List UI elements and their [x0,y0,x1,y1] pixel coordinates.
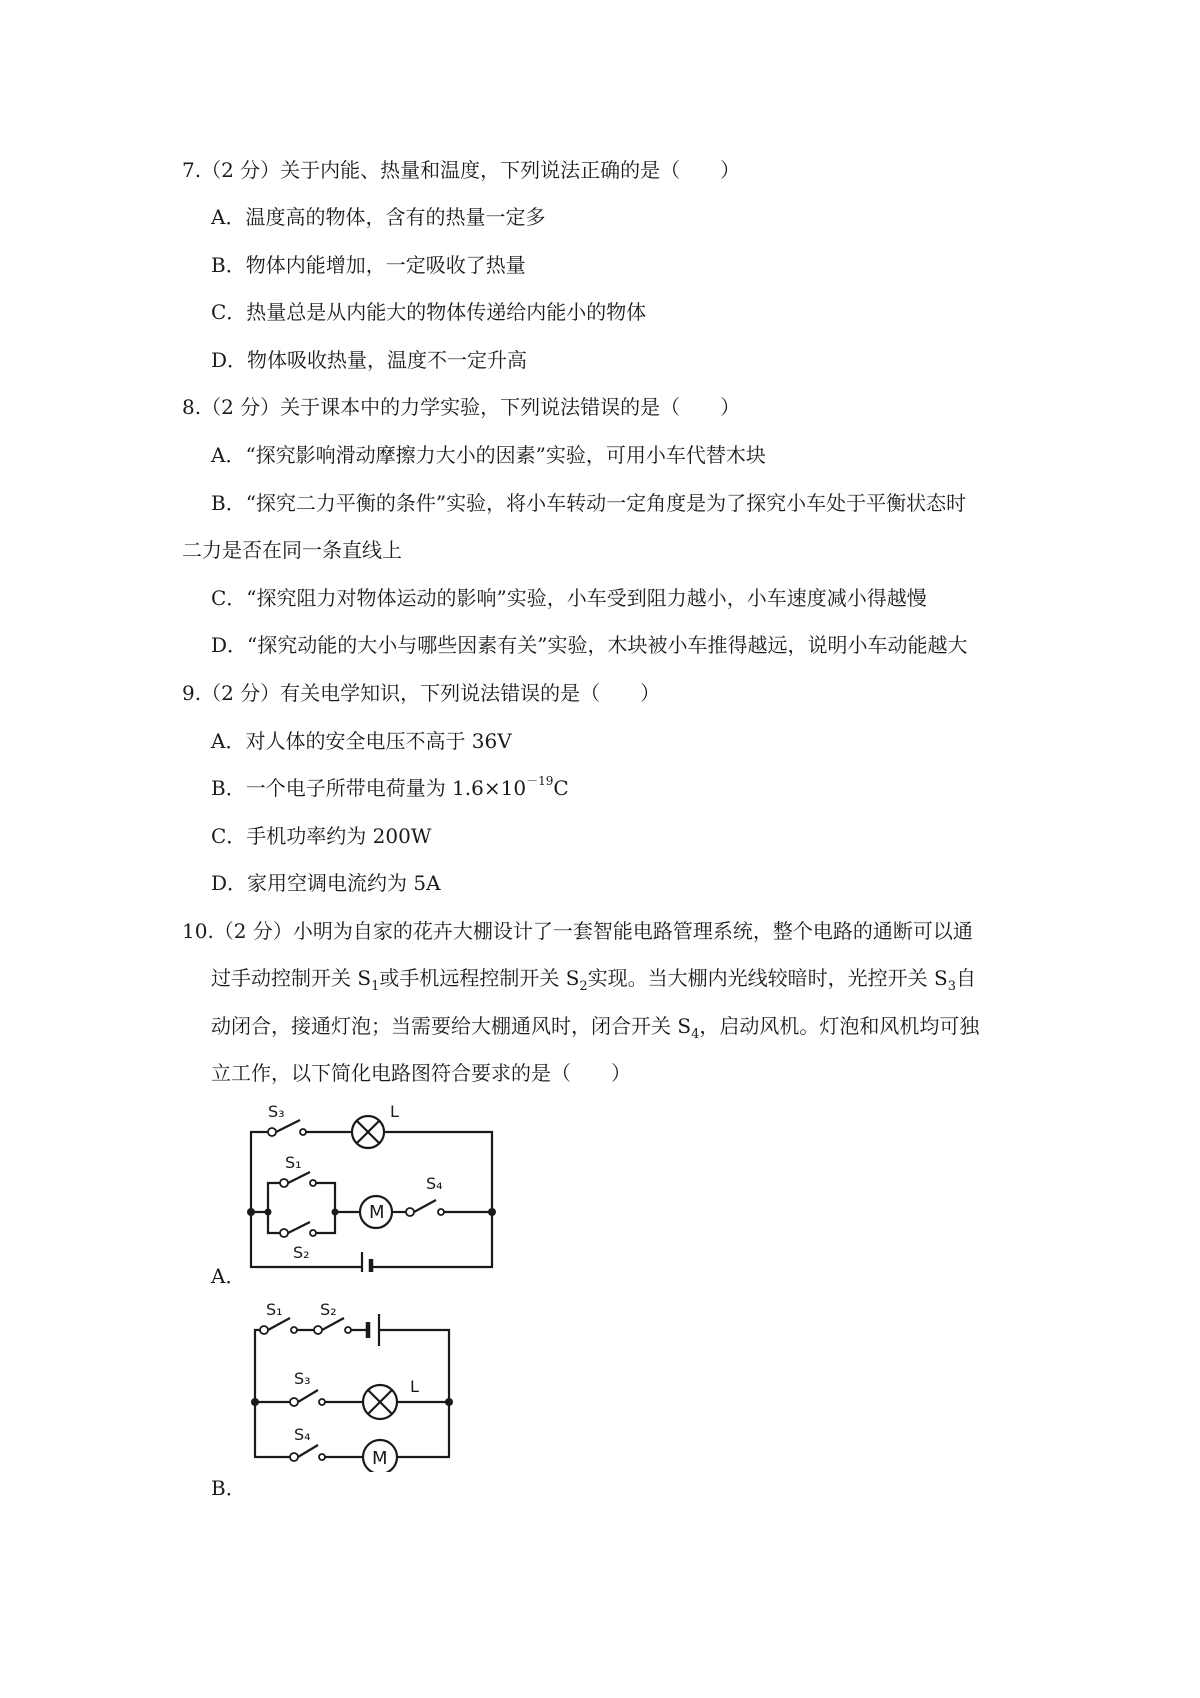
switch-contact [280,1179,288,1187]
switch-s4-blade [414,1200,436,1212]
label-s4: S₄ [294,1425,311,1444]
junction-dot [445,1398,453,1406]
label-s4: S₄ [426,1174,443,1193]
question-9-option-b [211,774,569,802]
question-10-option-a-label: A． [211,1264,246,1288]
question-8-option-b: B．“探究二力平衡的条件”实验，将小车转动一定角度是为了探究小车处于平衡状态时 [211,491,967,515]
switch-contact [310,1230,316,1236]
text-run: 实现。当大棚内光线较暗时，光控开关 S [587,966,948,990]
label-s3: S₃ [294,1369,311,1388]
question-8-stem: 8.（2 分）关于课本中的力学实验，下列说法错误的是（ ） [182,395,741,419]
switch-contact [319,1399,325,1405]
circuit-diagram-a [240,1102,510,1272]
text-run: 自 [956,966,977,990]
question-7-option-c: C．热量总是从内能大的物体传递给内能小的物体 [211,300,647,324]
switch-contact [260,1326,268,1334]
label-lamp: L [390,1102,399,1121]
switch-contact [438,1209,444,1215]
text-run: 过手动控制开关 S [211,966,372,990]
switch-contact [319,1454,325,1460]
junction-dot [488,1208,496,1216]
switch-s3-blade [298,1390,318,1402]
wire [268,1212,282,1233]
question-7-option-a: A．温度高的物体，含有的热量一定多 [211,205,546,229]
question-9-option-d: D．家用空调电流约为 5A [211,871,441,895]
junction-dot [265,1209,272,1216]
label-motor: M [372,1448,388,1469]
question-8-option-b-continued: 二力是否在同一条直线上 [182,538,402,562]
subscript: 3 [947,979,957,994]
switch-contact [290,1398,298,1406]
label-s2: S₂ [320,1300,337,1319]
switch-contact [406,1208,414,1216]
label-lamp: L [410,1377,419,1396]
question-9-option-b-exponent: －19 [526,774,554,789]
switch-contact [314,1326,322,1334]
wire [384,1132,492,1212]
switch-contact [310,1180,316,1186]
label-s1: S₁ [266,1300,283,1319]
label-s2: S₂ [293,1243,310,1262]
text-run: 或手机远程控制开关 S [379,966,580,990]
question-8-option-c: C．“探究阻力对物体运动的影响”实验，小车受到阻力越小，小车速度减小得越慢 [211,586,927,610]
subscript: 4 [691,1027,700,1042]
wire [397,1402,449,1457]
text-run: ，启动风机。灯泡和风机均可独 [699,1014,980,1038]
text-run: 动闭合，接通灯泡；当需要给大棚通风时，闭合开关 S [211,1014,692,1038]
question-9-option-b-unit: C [553,776,569,800]
switch-s4-blade [298,1445,318,1457]
junction-dot [332,1209,339,1216]
switch-contact [290,1453,298,1461]
switch-s2-blade [288,1222,310,1233]
switch-s2-blade [322,1318,344,1330]
question-10-stem-line-3 [211,1012,979,1040]
junction-dot [247,1208,255,1216]
switch-s3-blade [276,1120,300,1132]
question-7-option-b: B．物体内能增加，一定吸收了热量 [211,253,526,277]
wire [255,1402,290,1457]
question-10-stem-line-2 [211,964,976,992]
question-10-option-b-label: B． [211,1476,246,1500]
switch-contact [300,1129,306,1135]
question-8-option-d: D．“探究动能的大小与哪些因素有关”实验，木块被小车推得越远，说明小车动能越大 [211,633,968,657]
question-7-option-d: D．物体吸收热量，温度不一定升高 [211,348,528,372]
wire [316,1183,335,1212]
wire [268,1183,282,1212]
switch-contact [345,1327,351,1333]
switch-contact [268,1128,276,1136]
circuit-diagram-b [246,1300,466,1472]
label-s3: S₃ [268,1102,285,1121]
subscript: 2 [579,979,588,994]
question-7-stem: 7.（2 分）关于内能、热量和温度，下列说法正确的是（ ） [182,158,741,182]
label-motor: M [369,1202,385,1223]
subscript: 1 [371,979,380,994]
wire [251,1132,268,1212]
label-s1: S₁ [285,1153,302,1172]
wire [316,1212,335,1233]
question-10-stem-line-1: 10.（2 分）小明为自家的花卉大棚设计了一套智能电路管理系统，整个电路的通断可以通 [182,919,973,943]
switch-contact [280,1229,288,1237]
wire [255,1330,260,1402]
switch-s1-blade [268,1318,290,1330]
question-10-stem-line-4: 立工作，以下简化电路图符合要求的是（ ） [211,1061,631,1085]
question-9-option-b-text: B．一个电子所带电荷量为 1.6×10 [211,776,527,800]
switch-contact [291,1327,297,1333]
junction-dot [251,1398,259,1406]
question-9-stem: 9.（2 分）有关电学知识，下列说法错误的是（ ） [182,681,661,705]
question-8-option-a: A．“探究影响滑动摩擦力大小的因素”实验，可用小车代替木块 [211,443,766,467]
question-9-option-a: A．对人体的安全电压不高于 36V [211,729,512,753]
question-9-option-c: C．手机功率约为 200W [211,824,432,848]
switch-s1-blade [288,1172,310,1183]
